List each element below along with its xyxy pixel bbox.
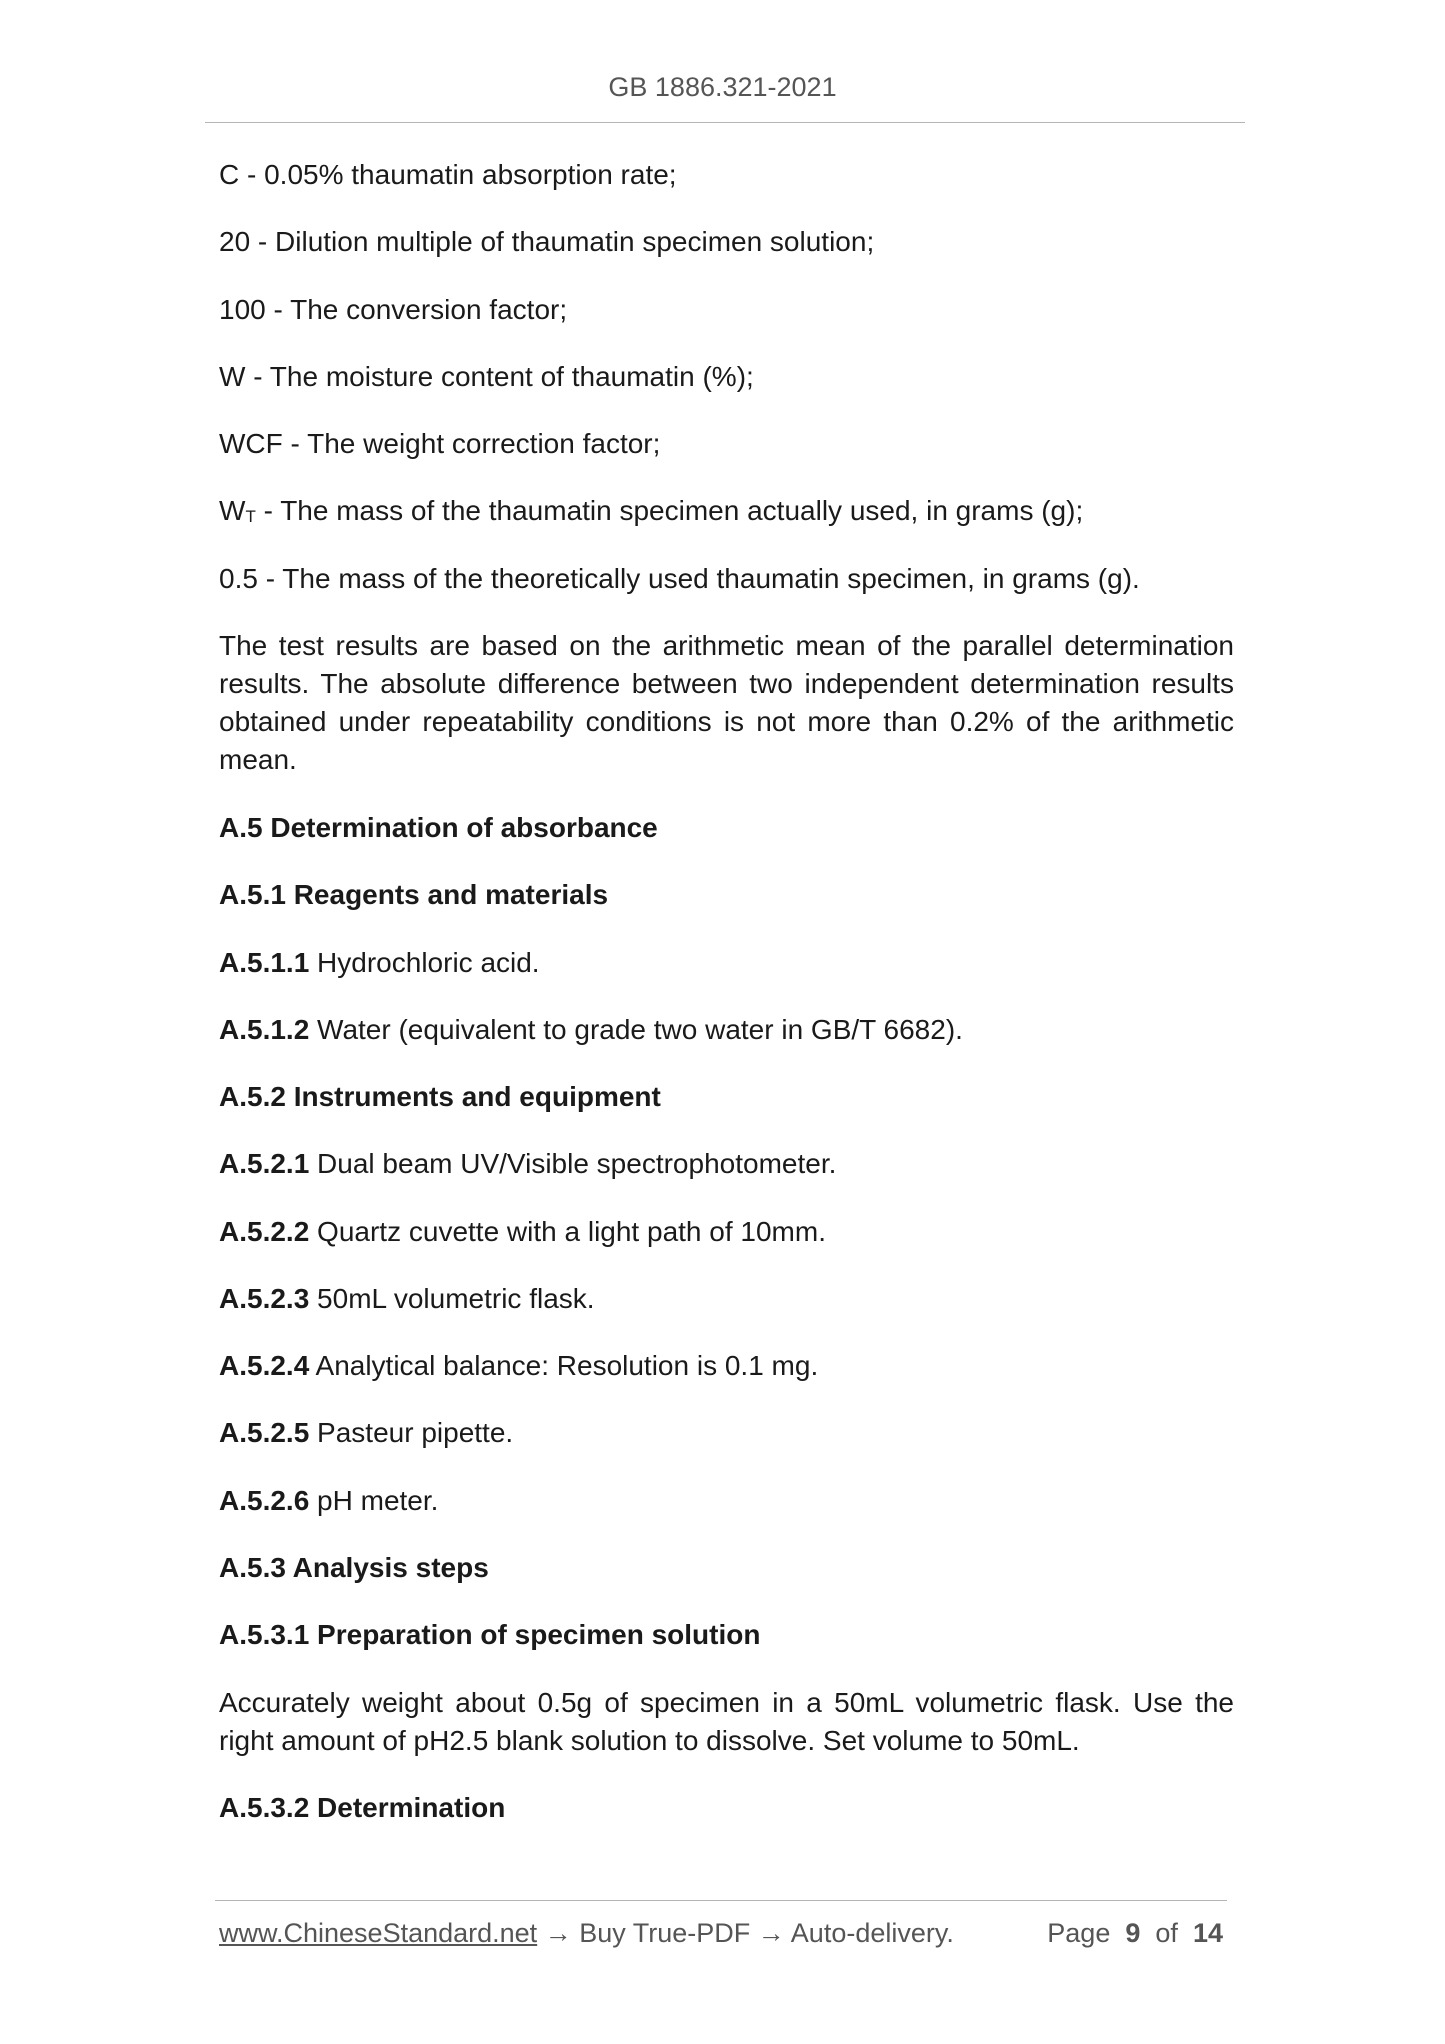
item-number: A.5.2.3 <box>219 1283 310 1314</box>
item-number: A.5.2.4 <box>219 1350 310 1381</box>
section-heading-a5-3-1: A.5.3.1 Preparation of specimen solution <box>219 1619 761 1650</box>
item-number: A.5.2.1 <box>219 1148 310 1179</box>
item-text: Dual beam UV/Visible spectrophotometer. <box>309 1148 837 1179</box>
wt-subscript: T <box>245 507 256 526</box>
item-number: A.5.2.6 <box>219 1485 310 1516</box>
item-number: A.5.1.1 <box>219 947 310 978</box>
wt-text: - The mass of the thaumatin specimen actually used, in grams (g); <box>255 495 1084 526</box>
item-text: Analytical balance: Resolution is 0.1 mg. <box>309 1350 819 1381</box>
definition-wt <box>219 492 1234 530</box>
section-heading-a5-3: A.5.3 Analysis steps <box>219 1552 489 1583</box>
item-number: A.5.1.2 <box>219 1014 310 1045</box>
section-heading-a5-2: A.5.2 Instruments and equipment <box>219 1081 661 1112</box>
section-heading-a5: A.5 Determination of absorbance <box>219 812 658 843</box>
item-a5-2-4 <box>219 1347 1234 1385</box>
item-a5-1-2 <box>219 1011 1234 1049</box>
item-text: 50mL volumetric flask. <box>309 1283 595 1314</box>
arrow-right-icon: → <box>544 1918 572 1948</box>
specimen-preparation-paragraph: Accurately weight about 0.5g of specimen in a 50mL volumetric flask. Use the right amount of pH2.5 blank solution to dissolve. Set volume to 50mL. <box>219 1687 1234 1756</box>
item-text: Quartz cuvette with a light path of 10mm. <box>309 1216 826 1247</box>
of-label: of <box>1155 1918 1178 1948</box>
item-text: Hydrochloric acid. <box>309 947 540 978</box>
definition-w: W - The moisture content of thaumatin (%); <box>219 361 754 392</box>
chinesestandard-link[interactable]: www.ChineseStandard.net <box>219 1918 538 1948</box>
item-a5-2-5 <box>219 1414 1234 1452</box>
item-number: A.5.2.5 <box>219 1417 310 1448</box>
header-divider <box>205 122 1245 123</box>
item-text: Water (equivalent to grade two water in GB/T 6682). <box>309 1014 963 1045</box>
item-a5-2-2 <box>219 1213 1234 1251</box>
definition-c: C - 0.05% thaumatin absorption rate; <box>219 159 677 190</box>
section-heading-a5-3-2: A.5.3.2 Determination <box>219 1792 506 1823</box>
page-label: Page <box>1047 1918 1111 1948</box>
page-indicator <box>1047 1918 1223 1949</box>
auto-delivery-text: Auto-delivery. <box>790 1918 954 1948</box>
buy-true-pdf-text: Buy True-PDF <box>579 1918 751 1948</box>
item-a5-1-1 <box>219 944 1234 982</box>
item-text: Pasteur pipette. <box>309 1417 514 1448</box>
total-pages-number: 14 <box>1192 1918 1223 1948</box>
definition-0-5: 0.5 - The mass of the theoretically used thaumatin specimen, in grams (g). <box>219 563 1140 594</box>
document-header-title: GB 1886.321-2021 <box>608 72 837 102</box>
item-a5-2-1 <box>219 1145 1234 1183</box>
wt-symbol: W <box>219 495 246 526</box>
footer-promo <box>219 1918 954 1949</box>
definition-wcf: WCF - The weight correction factor; <box>219 428 661 459</box>
arrow-right-icon: → <box>757 1918 785 1948</box>
item-text: pH meter. <box>309 1485 439 1516</box>
definition-20: 20 - Dilution multiple of thaumatin specimen solution; <box>219 226 875 257</box>
results-paragraph: The test results are based on the arithmetic mean of the parallel determination results. The absolute difference between two independent determination results obtained under repeatability conditions is not more than 0.2% of the arithmetic mean. <box>219 630 1234 775</box>
item-a5-2-3 <box>219 1280 1234 1318</box>
item-a5-2-6 <box>219 1482 1234 1520</box>
current-page-number: 9 <box>1125 1918 1141 1948</box>
footer-divider <box>215 1900 1227 1901</box>
item-number: A.5.2.2 <box>219 1216 310 1247</box>
section-heading-a5-1: A.5.1 Reagents and materials <box>219 879 609 910</box>
definition-100: 100 - The conversion factor; <box>219 294 568 325</box>
